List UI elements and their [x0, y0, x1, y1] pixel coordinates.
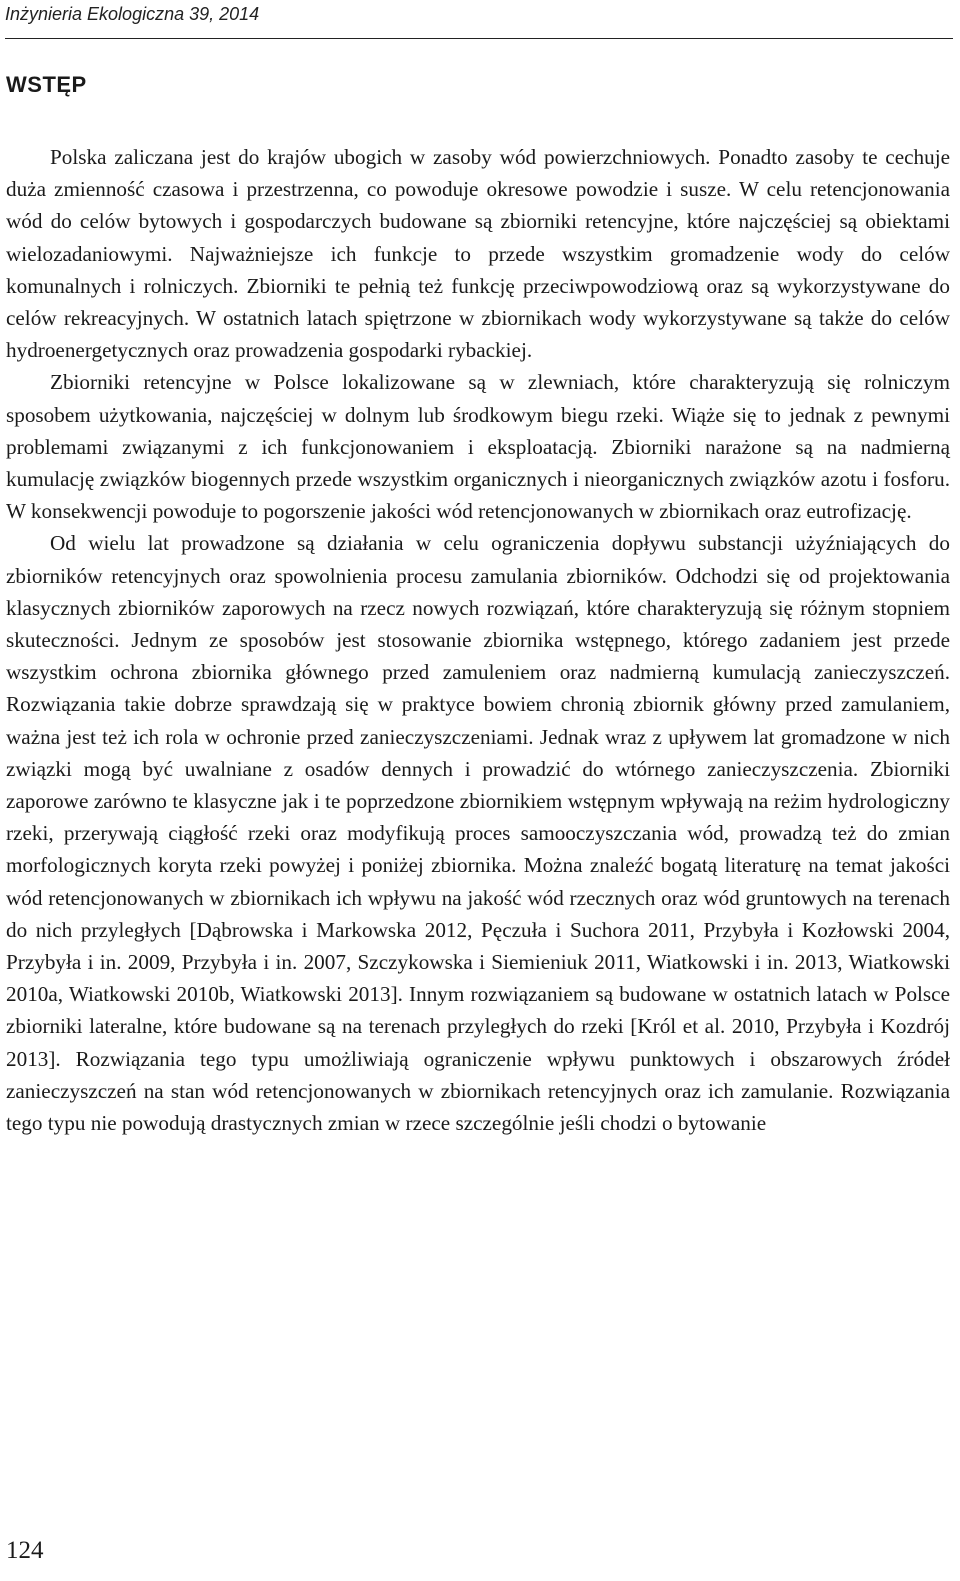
running-header	[5, 0, 953, 39]
section-heading: WSTĘP	[6, 72, 87, 97]
paragraph-1: Polska zaliczana jest do krajów ubogich w zasoby wód powierzchniowych. Ponadto zasoby te cechuje duża zmienność czasowa i przestrzenna, co powoduje okresowe powodzie i susze. W celu retencjonowania wód do celów bytowych i gospodarczych budowane są zbiorniki retencyjne, które najczęściej są obiektami wielozadaniowymi. Najważniejsze ich funkcje to przede wszystkim gromadzenie wody do celów komunalnych i rolniczych. Zbiorniki te pełnią też funkcję przeciwpowodziową oraz są wykorzystywane do celów rekreacyjnych. W ostatnich latach spiętrzone w zbiornikach wody wykorzystywane są także do celów hydroenergetycznych oraz prowadzenia gospodarki rybackiej.	[6, 145, 950, 363]
body-text	[6, 141, 950, 1139]
page-number: 124	[6, 1537, 44, 1564]
journal-title: Inżynieria Ekologiczna 39, 2014	[5, 4, 260, 24]
paragraph-3: Od wielu lat prowadzone są działania w celu ograniczenia dopływu substancji użyźniających do zbiorników retencyjnych oraz spowolnienia procesu zamulania zbiorników. Odchodzi się od projektowania klasycznych zbiorników zaporowych na rzecz nowych rozwiązań, które charakteryzują się różnym stopniem skuteczności. Jednym ze sposobów jest stosowanie zbiornika wstępnego, którego zadaniem jest przede wszystkim ochrona zbiornika głównego przed zamuleniem oraz nadmierną kumulacją zanieczyszczeń. Rozwiązania takie dobrze sprawdzają się w praktyce bowiem chronią zbiornik główny przed zamulaniem, ważna jest też ich rola w ochronie przed zanieczyszczeniami. Jednak wraz z upływem lat gromadzone w nich związki mogą być uwalniane z osadów dennych i prowadzić do wtórnego zanieczyszczenia. Zbiorniki zaporowe zarówno te klasyczne jak i te poprzedzone zbiornikiem wstępnym wpływają na reżim hydrologiczny rzeki, przerywają ciągłość rzeki oraz modyfikują proces samooczyszczania wód, prowadzą też do zmian morfologicznych koryta rzeki powyżej i poniżej zbiornika. Można znaleźć bogatą literaturę na temat jakości wód retencjonowanych w zbiornikach ich wpływu na jakość wód rzecznych oraz wód gruntowych na terenach do nich przyległych [Dąbrowska i Markowska 2012, Pęczuła i Suchora 2011, Przybyła i Kozłowski 2004, Przybyła i in. 2009, Przybyła i in. 2007, Szczykowska i Siemieniuk 2011, Wiatkowski i in. 2013, Wiatkowski 2010a, Wiatkowski 2010b, Wiatkowski 2013]. Innym rozwiązaniem są budowane w ostatnich latach w Polsce zbiorniki lateralne, które budowane są na terenach przyległych do rzeki [Król et al. 2010, Przybyła i Kozdrój 2013]. Rozwiązania tego typu umożliwiają ograniczenie wpływu punktowych i obszarowych źródeł zanieczyszczeń na stan wód retencjonowanych w zbiornikach retencyjnych oraz ich zamulanie. Rozwiązania tego typu nie powodują drastycznych zmian w rzece szczególnie jeśli chodzi o bytowanie	[6, 531, 950, 1136]
paragraph-2: Zbiorniki retencyjne w Polsce lokalizowane są w zlewniach, które charakteryzują się rolniczym sposobem użytkowania, najczęściej w dolnym lub środkowym biegu rzeki. Wiąże się to jednak z pewnymi problemami związanymi z ich funkcjonowaniem i eksploatacją. Zbiorniki narażone są na nadmierną kumulację związków biogennych przede wszystkim organicznych i nieorganicznych związków azotu i fosforu. W konsekwencji powoduje to pogorszenie jakości wód retencjonowanych w zbiornikach oraz eutrofizację.	[6, 370, 950, 524]
